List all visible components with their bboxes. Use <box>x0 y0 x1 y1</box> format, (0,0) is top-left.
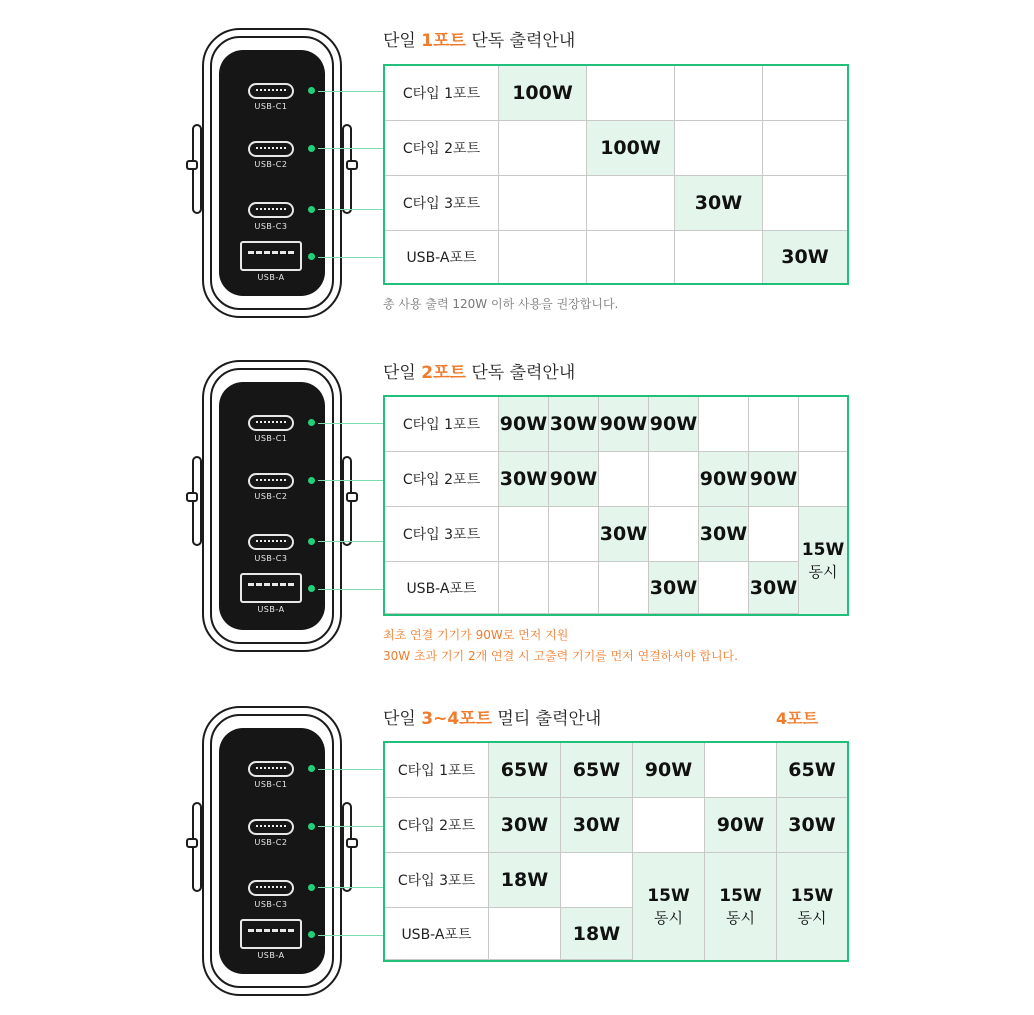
empty-cell <box>599 562 649 613</box>
charger-clip-left <box>186 838 198 848</box>
section-two-port <box>0 338 1034 678</box>
charger-illustration <box>188 360 356 652</box>
usb-a-label: USB-A <box>257 951 285 960</box>
connector-line <box>318 209 383 210</box>
value-cell: 18W <box>489 853 561 908</box>
output-table-two-port <box>383 395 849 616</box>
row-label: C타입 2포트 <box>385 452 499 506</box>
section-title: 단일 3~4포트 멀티 출력안내 <box>383 709 602 729</box>
connector-line <box>318 148 383 149</box>
empty-cell <box>499 176 587 230</box>
value-cell: 90W <box>633 743 705 797</box>
connector-line <box>318 589 383 590</box>
value-cell: 30W <box>763 231 847 283</box>
row-label: C타입 1포트 <box>385 397 499 451</box>
table-row <box>385 66 847 121</box>
merged-sub: 동시 <box>808 562 838 581</box>
usb-c2-label: USB-C2 <box>254 838 288 847</box>
usb-c1-port-icon <box>248 761 294 777</box>
value-cell: 65W <box>777 743 847 797</box>
empty-cell <box>705 743 777 797</box>
empty-cell <box>799 397 847 451</box>
charger-illustration <box>188 28 356 318</box>
connector-line <box>318 91 383 92</box>
row-label: C타입 2포트 <box>385 798 489 852</box>
usb-a-indicator <box>308 253 315 260</box>
connector-line <box>318 257 383 258</box>
empty-cell <box>749 397 799 451</box>
empty-cell <box>699 562 749 613</box>
usb-c3-label: USB-C3 <box>254 222 288 231</box>
connector-line <box>318 887 383 888</box>
usage-note: 총 사용 출력 120W 이하 사용을 권장합니다. <box>383 297 619 311</box>
empty-cell <box>649 507 699 562</box>
row-label: C타입 1포트 <box>385 743 489 797</box>
row-label: USB-A포트 <box>385 562 499 613</box>
connector-line <box>318 541 383 542</box>
value-cell: 30W <box>499 452 549 506</box>
usb-c2-indicator <box>308 477 315 484</box>
merged-simultaneous-cell <box>777 853 847 960</box>
empty-cell <box>599 452 649 506</box>
empty-cell <box>675 121 763 175</box>
section-title: 단일 1포트 단독 출력안내 <box>383 31 576 51</box>
usb-c1-label: USB-C1 <box>254 102 288 111</box>
connector-line <box>318 769 383 770</box>
value-cell: 18W <box>561 908 633 959</box>
usb-c2-indicator <box>308 823 315 830</box>
usb-c2-label: USB-C2 <box>254 160 288 169</box>
merged-sub: 동시 <box>654 908 683 927</box>
usb-c1-indicator <box>308 419 315 426</box>
value-cell: 65W <box>489 743 561 797</box>
section-multi-port <box>0 688 1034 1008</box>
usb-c3-indicator <box>308 538 315 545</box>
merged-simultaneous-cell <box>799 507 847 614</box>
empty-cell <box>549 507 599 562</box>
value-cell: 30W <box>561 798 633 852</box>
value-cell: 90W <box>549 452 599 506</box>
value-cell: 90W <box>599 397 649 451</box>
table-row <box>385 397 847 452</box>
usb-c2-indicator <box>308 145 315 152</box>
connection-note: 30W 초과 기기 2개 연결 시 고출력 기기를 먼저 연결하셔야 합니다. <box>383 649 738 663</box>
value-cell: 30W <box>599 507 649 562</box>
empty-cell <box>549 562 599 613</box>
section-single-port <box>0 0 1034 330</box>
four-port-tag: 4포트 <box>776 709 819 728</box>
title-highlight: 3~4포트 <box>421 709 492 729</box>
value-cell: 100W <box>587 121 675 175</box>
value-cell: 30W <box>675 176 763 230</box>
usb-c1-indicator <box>308 87 315 94</box>
usb-c1-indicator <box>308 765 315 772</box>
usb-c2-label: USB-C2 <box>254 492 288 501</box>
usb-c1-port-icon <box>248 83 294 99</box>
charger-clip-right <box>346 160 358 170</box>
empty-cell <box>587 176 675 230</box>
usb-c2-port-icon <box>248 473 294 489</box>
usb-a-indicator <box>308 585 315 592</box>
empty-cell <box>499 562 549 613</box>
usb-c3-indicator <box>308 206 315 213</box>
value-cell: 30W <box>549 397 599 451</box>
empty-cell <box>633 798 705 852</box>
empty-cell <box>499 231 587 283</box>
usb-c1-label: USB-C1 <box>254 434 288 443</box>
value-cell: 30W <box>649 562 699 613</box>
empty-cell <box>675 231 763 283</box>
charger-clip-left <box>186 160 198 170</box>
connector-line <box>318 423 383 424</box>
row-label: USB-A포트 <box>385 908 489 959</box>
empty-cell <box>749 507 799 562</box>
usb-a-indicator <box>308 931 315 938</box>
usb-c2-port-icon <box>248 141 294 157</box>
connector-line <box>318 935 383 936</box>
section-title: 단일 2포트 단독 출력안내 <box>383 363 576 383</box>
usb-a-port-icon <box>240 573 302 603</box>
merged-watt: 15W <box>719 885 762 906</box>
table-row <box>385 452 847 507</box>
row-label: C타입 3포트 <box>385 507 499 562</box>
merged-sub: 동시 <box>797 908 827 927</box>
charger-clip-left <box>186 492 198 502</box>
usb-c2-port-icon <box>248 819 294 835</box>
empty-cell <box>675 66 763 120</box>
usb-c3-indicator <box>308 884 315 891</box>
table-row <box>385 231 847 283</box>
usb-c1-port-icon <box>248 415 294 431</box>
empty-cell <box>763 176 847 230</box>
value-cell: 30W <box>699 507 749 562</box>
table-row <box>385 121 847 176</box>
merged-watt: 15W <box>647 885 690 906</box>
usb-a-label: USB-A <box>257 273 285 282</box>
merged-watt: 15W <box>801 539 845 560</box>
usb-a-port-icon <box>240 919 302 949</box>
row-label: C타입 2포트 <box>385 121 499 175</box>
value-cell: 90W <box>749 452 799 506</box>
usb-c3-port-icon <box>248 534 294 550</box>
usb-c1-label: USB-C1 <box>254 780 288 789</box>
empty-cell <box>799 452 847 506</box>
value-cell: 30W <box>777 798 847 852</box>
value-cell: 30W <box>489 798 561 852</box>
charger-clip-right <box>346 838 358 848</box>
charger-clip-right <box>346 492 358 502</box>
connector-line <box>318 826 383 827</box>
value-cell: 90W <box>705 798 777 852</box>
table-row <box>385 507 847 562</box>
value-cell: 65W <box>561 743 633 797</box>
empty-cell <box>649 452 699 506</box>
title-highlight: 2포트 <box>421 363 466 383</box>
row-label: USB-A포트 <box>385 231 499 283</box>
empty-cell <box>499 121 587 175</box>
usb-a-port-icon <box>240 241 302 271</box>
output-table-single <box>383 64 849 285</box>
merged-sub: 동시 <box>726 908 755 927</box>
table-row <box>385 176 847 231</box>
merged-watt: 15W <box>790 885 834 906</box>
output-table-multi-port <box>383 741 849 962</box>
value-cell: 90W <box>699 452 749 506</box>
usb-c3-label: USB-C3 <box>254 900 288 909</box>
value-cell: 90W <box>499 397 549 451</box>
usb-c3-port-icon <box>248 202 294 218</box>
table-row <box>385 562 847 614</box>
table-row <box>385 798 847 853</box>
row-label: C타입 3포트 <box>385 176 499 230</box>
empty-cell <box>499 507 549 562</box>
merged-simultaneous-cell <box>705 853 777 960</box>
row-label: C타입 3포트 <box>385 853 489 908</box>
usb-c3-label: USB-C3 <box>254 554 288 563</box>
charger-illustration <box>188 706 356 996</box>
title-highlight: 1포트 <box>421 31 466 51</box>
value-cell: 30W <box>749 562 799 613</box>
connector-line <box>318 480 383 481</box>
value-cell: 100W <box>499 66 587 120</box>
empty-cell <box>699 397 749 451</box>
empty-cell <box>561 853 633 908</box>
empty-cell <box>587 66 675 120</box>
usb-c3-port-icon <box>248 880 294 896</box>
table-row <box>385 743 847 798</box>
priority-note: 최초 연결 기기가 90W로 먼저 지원 <box>383 628 569 642</box>
row-label: C타입 1포트 <box>385 66 499 120</box>
value-cell: 90W <box>649 397 699 451</box>
empty-cell <box>489 908 561 959</box>
merged-simultaneous-cell <box>633 853 705 960</box>
empty-cell <box>587 231 675 283</box>
empty-cell <box>763 121 847 175</box>
empty-cell <box>763 66 847 120</box>
usb-a-label: USB-A <box>257 605 285 614</box>
